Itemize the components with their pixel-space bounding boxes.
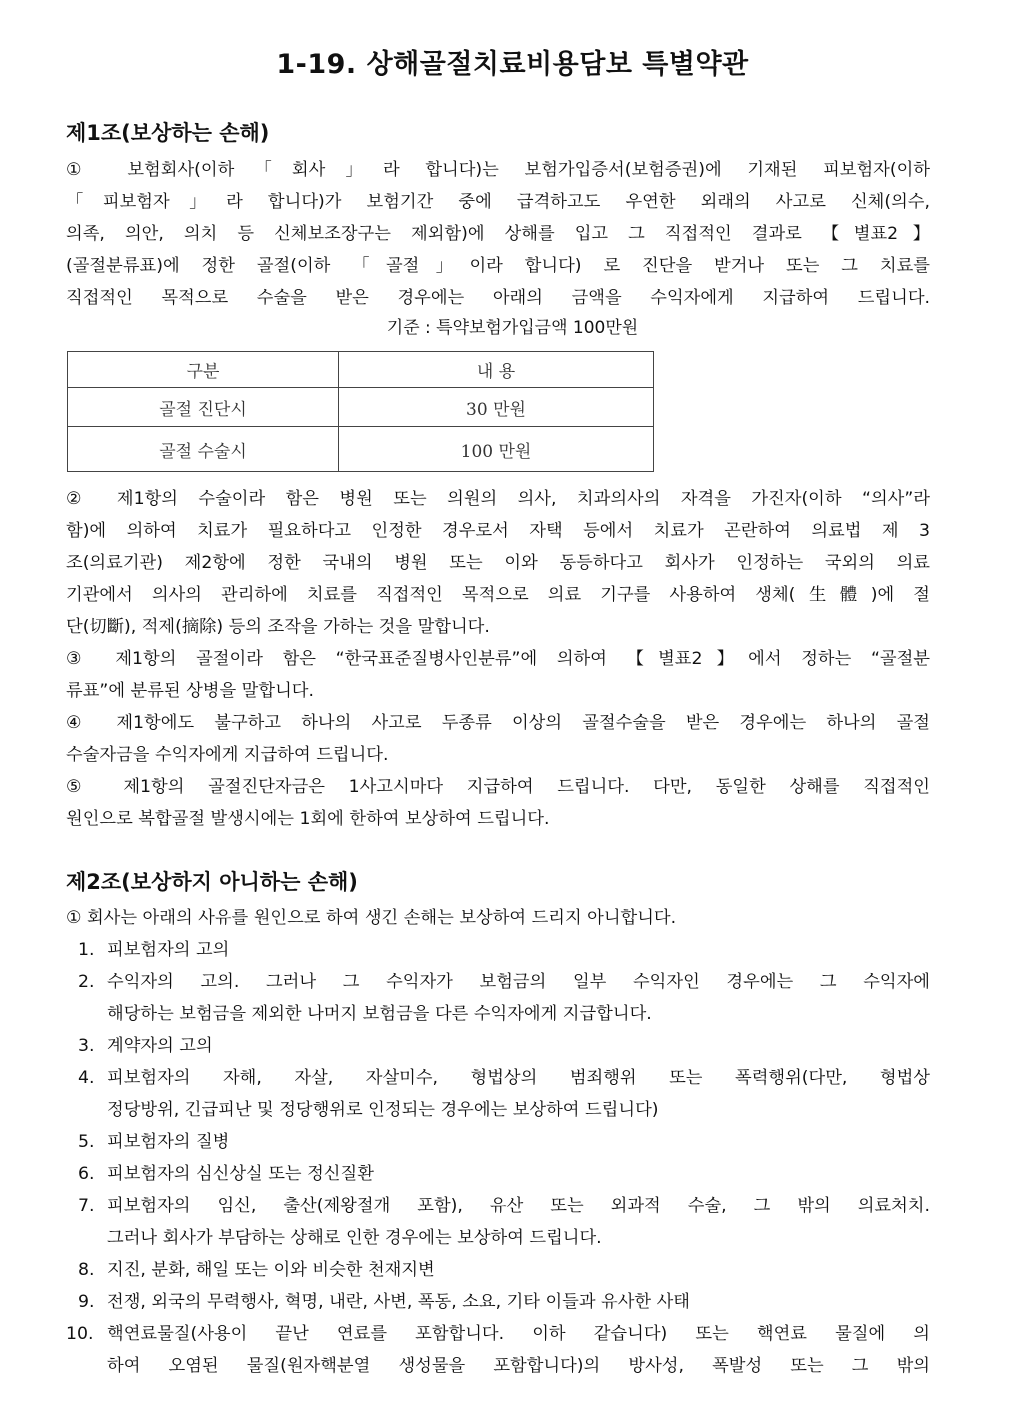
list-item-text: 해당하는 보험금을 제외한 나머지 보험금을 다른 수익자에게 지급합니다. [107,1004,652,1024]
list-item-text: 피보험자의 임신, 출산(제왕절개 포함), 유산 또는 외과적 수술, 그 밖의 의료처치. [107,1196,930,1216]
paragraph-line: 함)에 의하여 치료가 필요하다고 인정한 경우로서 자택 등에서 치료가 곤란하여 의료법 제 3 [66,521,930,541]
table-header-row [68,352,654,388]
paragraph-line: ③ 제1항의 골절이라 함은 “한국표준질병사인분류”에 의하여 【별표2】에서 정하는 “골절분 [66,649,930,669]
list-item: 4. [78,1068,95,1088]
paragraph-line: (골절분류표)에 정한 골절(이하 「골절」이라 합니다) 로 진단을 받거나 또는 그 치료를 [66,256,930,276]
paragraph-line: 원인으로 복합골절 발생시에는 1회에 한하여 보상하여 드립니다. [66,809,550,829]
list-item-text: 하여 오염된 물질(원자핵분열 생성물을 포함합니다)의 방사성, 폭발성 또는 그 밖의 [107,1356,930,1376]
benefit-table [67,351,654,472]
list-item-text: 수익자의 고의. 그러나 그 수익자가 보험금의 일부 수익자인 경우에는 그 수익자에 [107,972,930,992]
list-item: 1. [78,940,95,960]
paragraph-line: ① 회사는 아래의 사유를 원인으로 하여 생긴 손해는 보상하여 드리지 아니합니다. [66,908,677,928]
list-item-text: 지진, 분화, 해일 또는 이와 비슷한 천재지변 [107,1260,435,1280]
list-item: 6. [78,1164,95,1184]
page-title: 1-19. 상해골절치료비용담보 특별약관 [276,49,749,80]
table-row [68,427,654,472]
paragraph-line: ① 보험회사(이하「회사」라 합니다)는 보험가입증서(보험증권)에 기재된 피보험자(이하 [66,160,930,180]
list-item: 9. [78,1292,95,1312]
list-item-text: 피보험자의 질병 [107,1132,230,1152]
list-item: 2. [78,972,95,992]
paragraph-line: 직접적인 목적으로 수술을 받은 경우에는 아래의 금액을 수익자에게 지급하여 드립니다. [66,288,931,308]
list-item: 5. [78,1132,95,1152]
paragraph-line: 류표”에 분류된 상병을 말합니다. [66,681,314,701]
paragraph-line: ⑤ 제1항의 골절진단자금은 1사고시마다 지급하여 드립니다. 다만, 동일한 상해를 직접적인 [66,777,930,797]
table-row [68,388,654,427]
paragraph-line: 조(의료기관) 제2항에 정한 국내의 병원 또는 이와 동등하다고 회사가 인정하는 국외의 의료 [66,553,930,573]
table-cell: 골절 진단시 [68,388,339,427]
basis-amount: 기준 : 특약보험가입금액 100만원 [386,318,639,338]
table-header-cell: 구분 [68,352,339,388]
paragraph-line: ② 제1항의 수술이라 함은 병원 또는 의원의 의사, 치과의사의 자격을 가진자(이하 “의사”라 [66,489,930,509]
list-item-text: 피보험자의 자해, 자살, 자살미수, 형법상의 범죄행위 또는 폭력행위(다만, 형법상 [107,1068,930,1088]
paragraph-line: 단(切斷), 적제(摘除) 등의 조작을 가하는 것을 말합니다. [66,617,490,637]
list-item-text: 정당방위, 긴급피난 및 정당행위로 인정되는 경우에는 보상하여 드립니다) [107,1100,659,1120]
table-cell: 100 만원 [339,427,654,472]
paragraph-line: ④ 제1항에도 불구하고 하나의 사고로 두종류 이상의 골절수술을 받은 경우에는 하나의 골절 [66,713,930,733]
table-header-cell: 내 용 [339,352,654,388]
paragraph-line: 「피보험자」라 합니다)가 보험기간 중에 급격하고도 우연한 외래의 사고로 신체(의수, [66,192,930,212]
list-item-text: 피보험자의 심신상실 또는 정신질환 [107,1164,374,1184]
list-item-text: 피보험자의 고의 [107,940,230,960]
list-item-text: 계약자의 고의 [107,1036,213,1056]
table-cell: 30 만원 [339,388,654,427]
paragraph-line: 수술자금을 수익자에게 지급하여 드립니다. [66,745,389,765]
paragraph-line: 기관에서 의사의 관리하에 치료를 직접적인 목적으로 의료 기구를 사용하여 생체(生體)에 절 [66,585,930,605]
list-item-text: 그러나 회사가 부담하는 상해로 인한 경우에는 보상하여 드립니다. [107,1228,602,1248]
article1-heading: 제1조(보상하는 손해) [66,121,270,145]
list-item: 8. [78,1260,95,1280]
list-item-text: 핵연료물질(사용이 끝난 연료를 포함합니다. 이하 같습니다) 또는 핵연료 물질에 의 [107,1324,930,1344]
list-item-text: 전쟁, 외국의 무력행사, 혁명, 내란, 사변, 폭동, 소요, 기타 이들과 유사한 사태 [107,1292,690,1312]
list-item: 7. [78,1196,95,1216]
article2-heading: 제2조(보상하지 아니하는 손해) [66,870,358,894]
table-cell: 골절 수술시 [68,427,339,472]
list-item: 10. [66,1324,94,1344]
list-item: 3. [78,1036,95,1056]
paragraph-line: 의족, 의안, 의치 등 신체보조장구는 제외함)에 상해를 입고 그 직접적인 결과로 【별표2】 [66,224,930,244]
